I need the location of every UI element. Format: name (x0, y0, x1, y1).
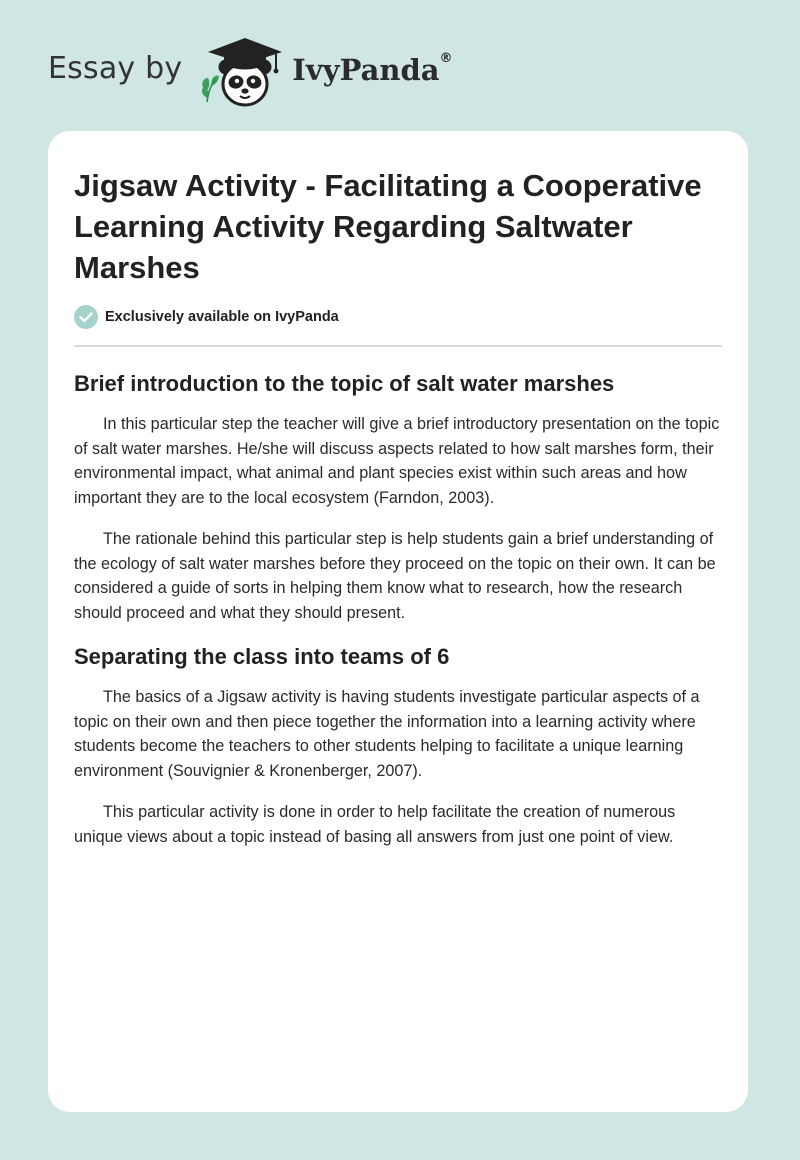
article-body (74, 369, 722, 866)
paragraph: The rationale behind this particular step is help students gain a brief understanding of the ecology of salt water marshes before they proceed on the topic on their own. It can be considered a guide of sorts in helping them know what to research, how the research should proceed and what they should present. (74, 530, 716, 622)
essay-by-label: Essay by (48, 50, 183, 86)
check-circle-icon (74, 305, 98, 329)
registered-mark: ® (439, 51, 453, 66)
exclusive-badge (74, 305, 339, 329)
essay-card (48, 131, 748, 1112)
paragraph: In this particular step the teacher will give a brief introductory presentation on the topic of salt water marshes. He/she will discuss aspects related to how salt marshes form, their environmental impact, what animal and plant species exist within such areas and how important they are to the local ecosystem (Farndon, 2003). (74, 415, 720, 507)
brand-name[interactable]: IvyPanda® (292, 51, 453, 87)
exclusive-badge-label: Exclusively available on IvyPanda (105, 309, 339, 325)
section-heading-teams: Separating the class into teams of 6 (74, 644, 450, 669)
divider (74, 345, 722, 347)
section-heading-intro: Brief introduction to the topic of salt water marshes (74, 371, 615, 396)
paragraph: The basics of a Jigsaw activity is having students investigate particular aspects of a topic on their own and then piece together the information into a learning activity where students become the teachers to other students helping to facilitate a unique learning environment (Souvignier & Kronenberger, 2007). (74, 688, 700, 780)
panda-graduate-icon[interactable] (196, 34, 288, 110)
paragraph: This particular activity is done in order to help facilitate the creation of numerous unique views about a topic instead of basing all answers from just one point of view. (74, 803, 676, 846)
site-header (48, 34, 453, 110)
page-title: Jigsaw Activity - Facilitating a Cooperative Learning Activity Regarding Saltwater Marshes (74, 168, 702, 285)
